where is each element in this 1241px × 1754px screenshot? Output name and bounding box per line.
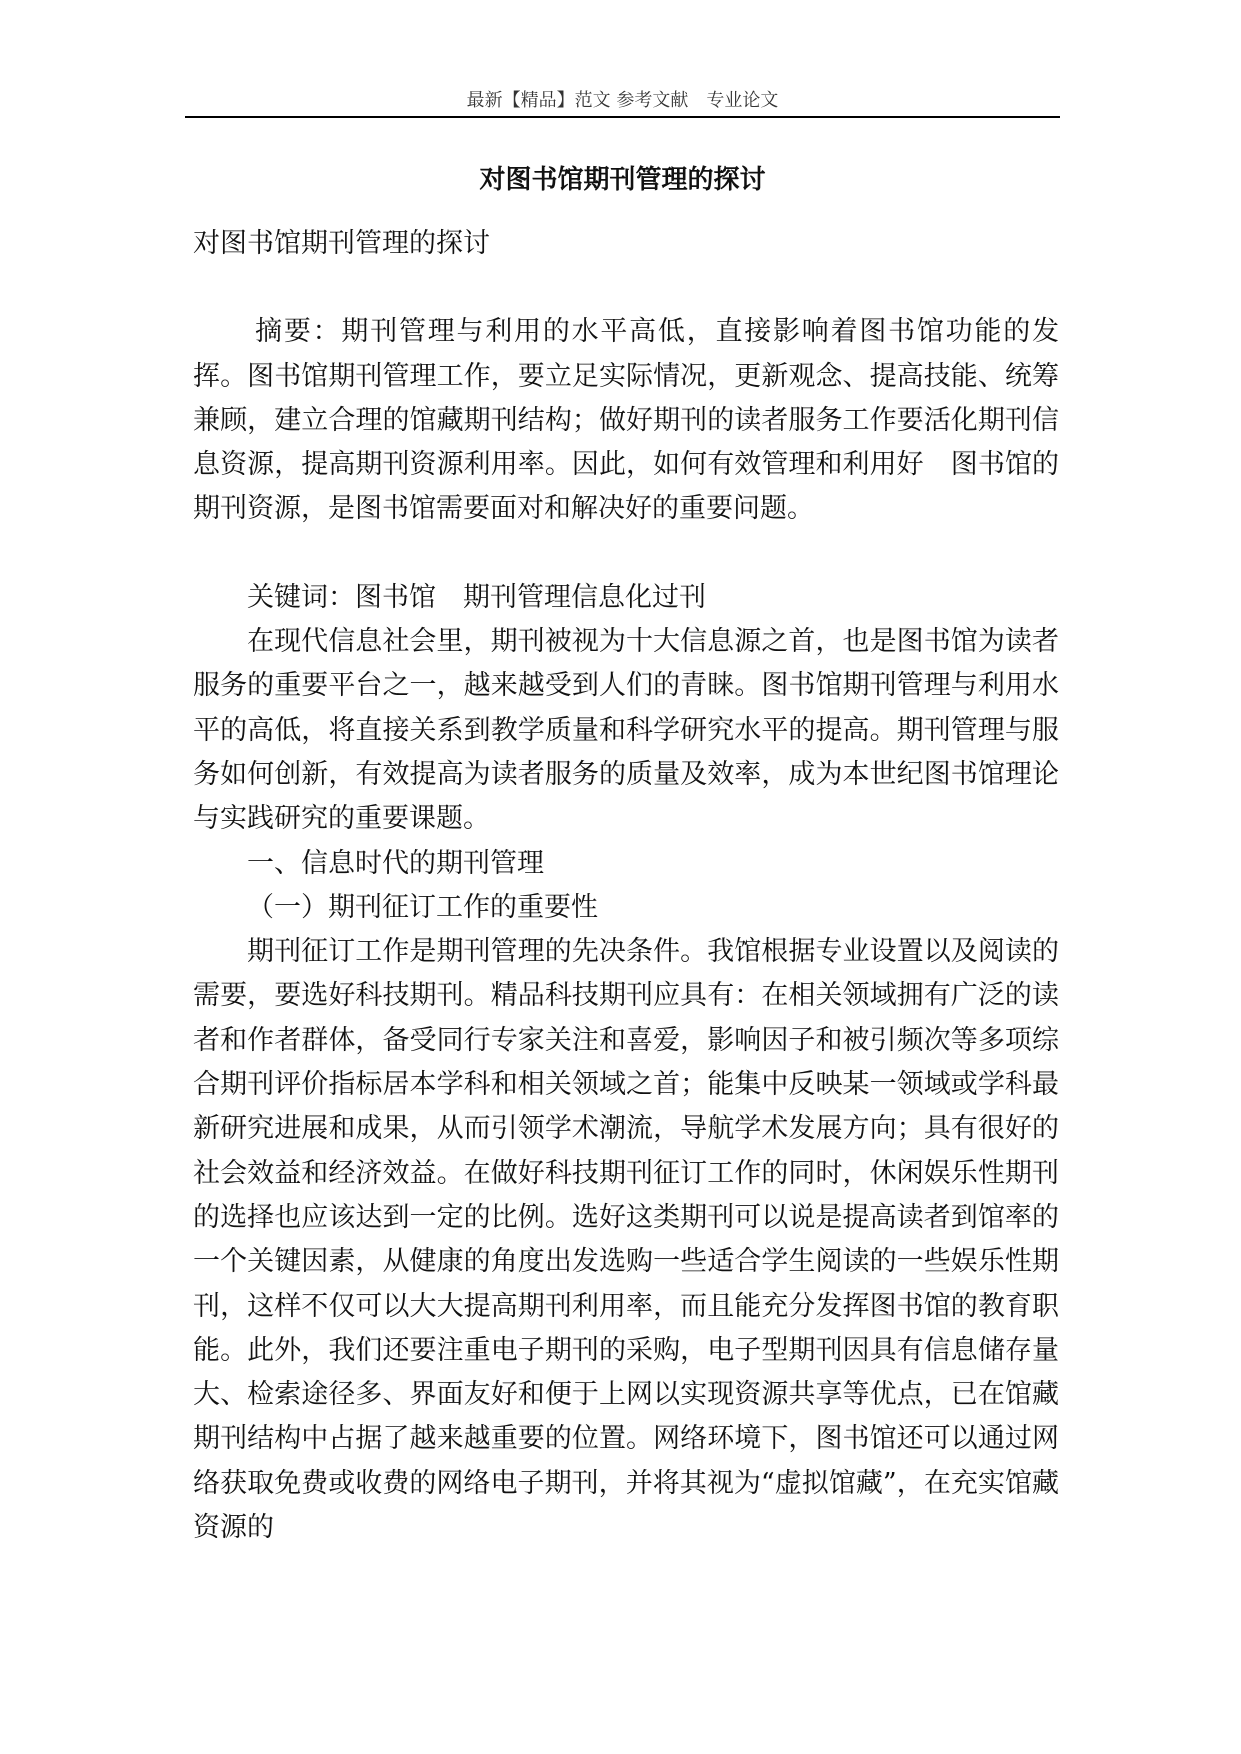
paragraph-gap [193,266,1059,310]
document-subtitle: 对图书馆期刊管理的探讨 [193,228,490,259]
keywords-line: 关键词：图书馆 期刊管理信息化过刊 [247,581,706,613]
abstract-paragraph: 摘要：期刊管理与利用的水平高低，直接影响着图书馆功能的发挥。图书馆期刊管理工作，要立足实际情况，更新观念、提高技能、统筹兼顾，建立合理的馆藏期刊结构；做好期刊的读者服务工作要活化期刊信息资源，提高期刊资源利用率。因此，如何有效管理和利用好 图书馆的期刊资源，是图书馆需要面对和解决好的重要问题。 [193,316,1059,525]
paragraph-gap [193,532,1059,576]
body-paragraph: 期刊征订工作是期刊管理的先决条件。我馆根据专业设置以及阅读的需要，要选好科技期刊。精品科技期刊应具有：在相关领域拥有广泛的读者和作者群体，备受同行专家关注和喜爱，影响因子和被引频次等多项综合期刊评价指标居本学科和相关领域之首；能集中反映某一领域或学科最新研究进展和成果，从而引领学术潮流，导航学术发展方向；具有很好的社会效益和经济效益。在做好科技期刊征订工作的同时，休闲娱乐性期刊的选择也应该达到一定的比例。选好这类期刊可以说是提高读者到馆率的一个关键因素，从健康的角度出发选购一些适合学生阅读的一些娱乐性期刊，这样不仅可以大大提高期刊利用率，而且能充分发挥图书馆的教育职能。此外，我们还要注重电子期刊的采购，电子型期刊因具有信息储存量大、检索途径多、界面友好和便于上网以实现资源共享等优点，已在馆藏期刊结构中占据了越来越重要的位置。网络环境下，图书馆还可以通过网络获取免费或收费的网络电子期刊，并将其视为“虚拟馆藏”，在充实馆藏资源的 [193,936,1059,1544]
subsection-heading: （一）期刊征订工作的重要性 [247,891,598,923]
page-header: 最新【精品】范文 参考文献 专业论文 [466,90,779,111]
header-divider [185,116,1060,118]
document-body [193,222,1059,1550]
section-heading: 一、信息时代的期刊管理 [247,847,544,879]
document-title: 对图书馆期刊管理的探讨 [479,165,766,195]
intro-paragraph: 在现代信息社会里，期刊被视为十大信息源之首，也是图书馆为读者服务的重要平台之一，越来越受到人们的青睐。图书馆期刊管理与利用水平的高低，将直接关系到教学质量和科学研究水平的提高。期刊管理与服务如何创新，有效提高为读者服务的质量及效率，成为本世纪图书馆理论与实践研究的重要课题。 [193,626,1059,835]
